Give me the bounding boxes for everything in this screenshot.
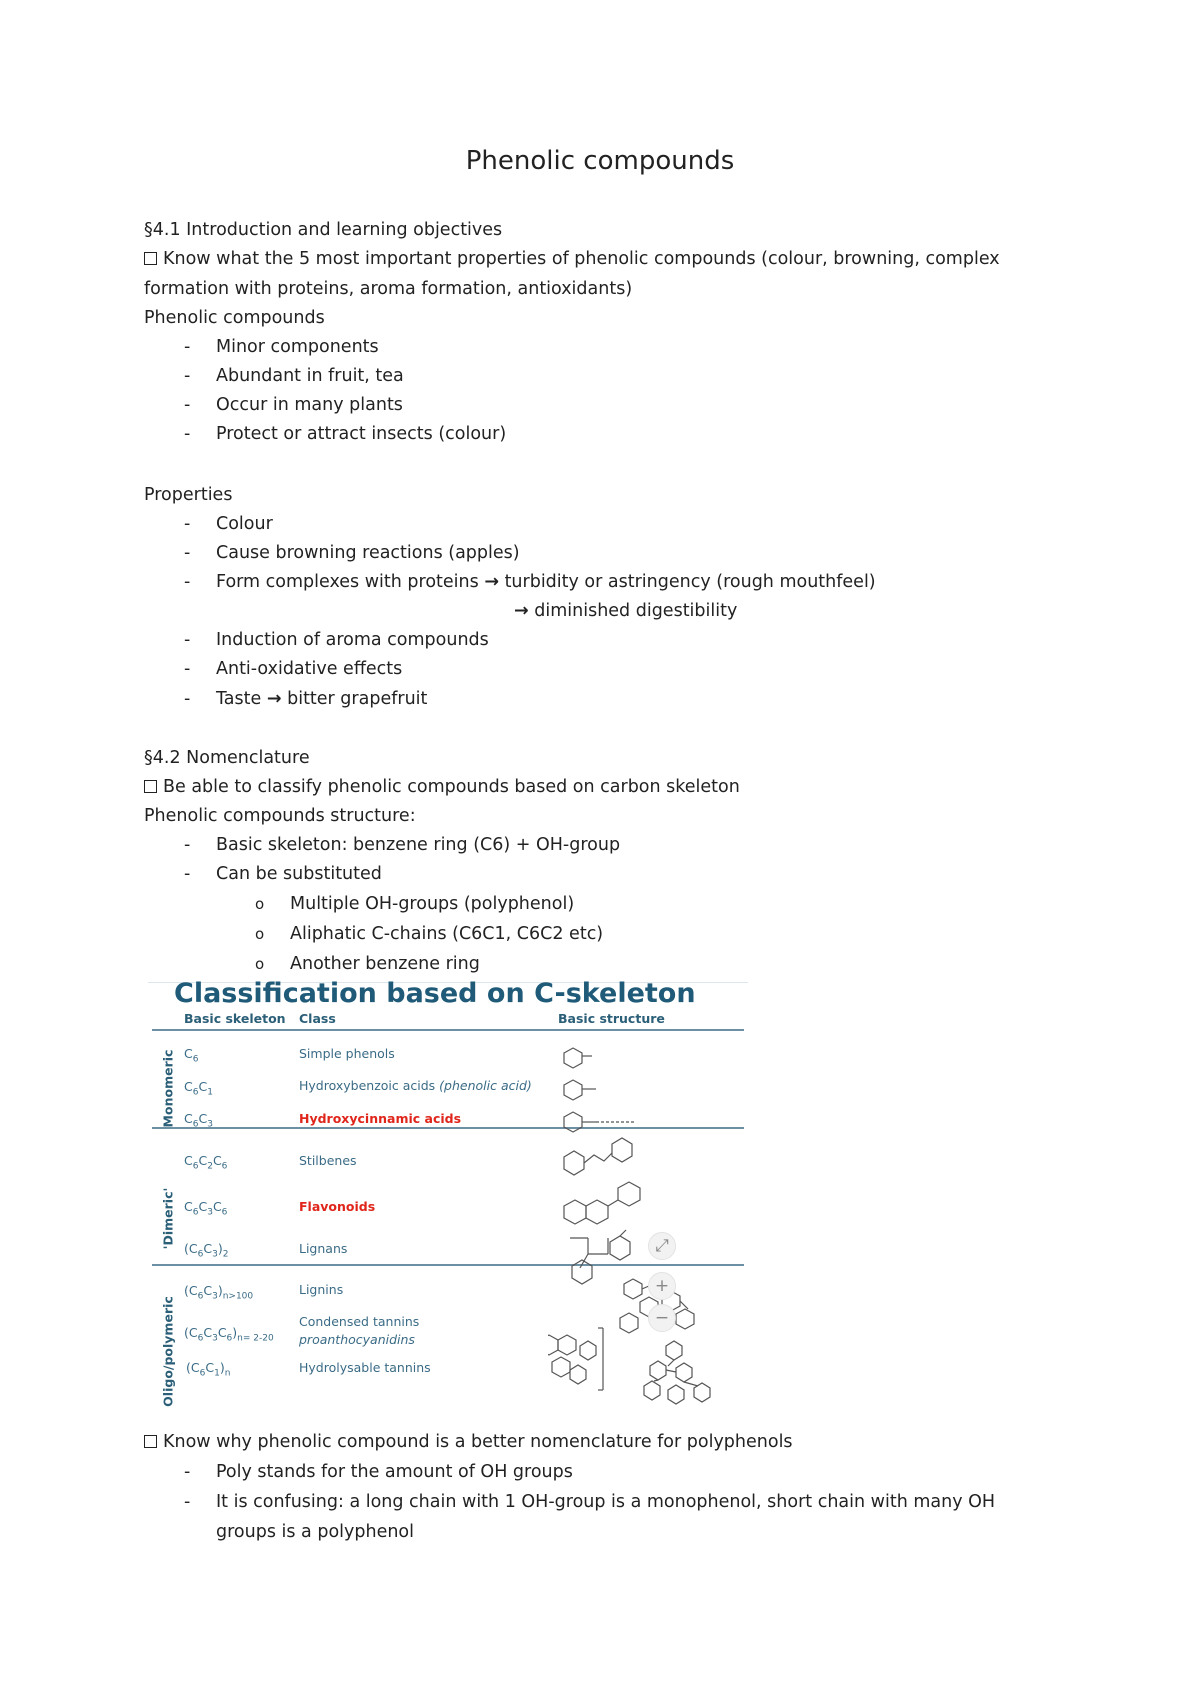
- learning-objective-1: [144, 247, 1000, 271]
- arrow-right-icon: →: [484, 572, 499, 592]
- class-simple-phenols: Simple phenols: [299, 1046, 395, 1061]
- benzene-ring-icon: [580, 1341, 596, 1360]
- list-item: [216, 687, 427, 711]
- benzene-ring-icon: [644, 1381, 660, 1400]
- list-item: Cause browning reactions (apples): [216, 543, 520, 563]
- list-item: Minor components: [216, 337, 379, 357]
- benzene-ring-icon: [668, 1385, 684, 1404]
- benzene-ring-icon: [624, 1279, 642, 1299]
- list-item: Induction of aroma compounds: [216, 630, 489, 650]
- benzene-ring-icon: [650, 1361, 666, 1380]
- benzene-ring-icon: [564, 1200, 586, 1224]
- section-4-2-heading: §4.2 Nomenclature: [144, 748, 310, 768]
- dash-bullet: -: [184, 1462, 191, 1482]
- list-item: Can be substituted: [216, 864, 382, 884]
- circle-bullet: o: [255, 895, 265, 913]
- skeleton-c6c3-2: $(C_6C_3)_2$: [184, 1241, 229, 1260]
- phenolic-compounds-heading: Phenolic compounds: [144, 308, 325, 328]
- skeleton-condensed: $(C_6C_3C_6)_{n= 2-20}$: [184, 1325, 274, 1344]
- dash-bullet: -: [184, 424, 191, 444]
- class-condensed-tannins: Condensed tannins: [299, 1314, 420, 1329]
- dash-bullet: -: [184, 659, 191, 679]
- class-hydrolysable-tannins: Hydrolysable tannins: [299, 1360, 431, 1375]
- benzene-ring-icon: [676, 1309, 694, 1329]
- benzene-ring-icon: [564, 1151, 584, 1175]
- list-item-continuation: [514, 599, 737, 623]
- dash-bullet: -: [184, 689, 191, 709]
- list-item: Abundant in fruit, tea: [216, 366, 404, 386]
- class-note: proanthocyanidins: [299, 1332, 415, 1347]
- dash-bullet: -: [184, 337, 191, 357]
- class-lignins: Lignins: [299, 1282, 344, 1297]
- list-item: Colour: [216, 514, 273, 534]
- pyran-ring-icon: [558, 1335, 576, 1355]
- checkbox-icon[interactable]: [144, 1435, 157, 1448]
- header-basic-structure: Basic structure: [558, 1011, 665, 1026]
- skeleton-c6c3c6: $C_6C_3C_6$: [184, 1199, 228, 1218]
- objective-text: Be able to classify phenolic compounds based on carbon skeleton: [163, 777, 740, 797]
- benzene-ring-icon: [564, 1112, 582, 1132]
- dash-bullet: -: [184, 543, 191, 563]
- sub-list-item: Aliphatic C-chains (C6C1, C6C2 etc): [290, 924, 604, 944]
- classification-figure: [148, 978, 748, 1420]
- arrow-right-icon: →: [266, 689, 282, 709]
- list-item: Occur in many plants: [216, 395, 403, 415]
- list-item-text: bitter grapefruit: [287, 689, 428, 709]
- circle-bullet: o: [255, 955, 265, 973]
- dash-bullet: -: [184, 864, 191, 884]
- list-item-text: turbidity or astringency (rough mouthfeel): [504, 572, 876, 592]
- class-text: Hydroxybenzoic acids: [299, 1078, 436, 1093]
- benzene-ring-icon: [666, 1341, 682, 1360]
- class-note: (phenolic acid): [439, 1078, 532, 1093]
- benzene-ring-icon: [612, 1138, 632, 1162]
- learning-objective-1-cont: formation with proteins, aroma formation, antioxidants): [144, 279, 633, 299]
- page-title: Phenolic compounds: [465, 146, 735, 176]
- skeleton-c6c2c6: $C_6C_2C_6$: [184, 1153, 228, 1172]
- section-4-1-heading: §4.1 Introduction and learning objectives: [144, 220, 503, 240]
- learning-objective-3: [144, 1430, 793, 1454]
- circle-bullet: o: [255, 925, 265, 943]
- zoom-in-icon[interactable]: +: [648, 1272, 676, 1300]
- dash-bullet: -: [184, 366, 191, 386]
- zoom-out-icon[interactable]: −: [648, 1304, 676, 1332]
- list-item: [216, 570, 876, 594]
- class-proanthocyanidins: [299, 1332, 415, 1347]
- sub-list-item: Multiple OH-groups (polyphenol): [290, 894, 575, 914]
- list-item-continuation: groups is a polyphenol: [216, 1522, 414, 1542]
- dash-bullet: -: [184, 835, 191, 855]
- benzene-ring-icon: [564, 1048, 582, 1068]
- skeleton-c6: $C_6$: [184, 1046, 199, 1065]
- benzene-ring-icon: [676, 1363, 692, 1382]
- list-item: Protect or attract insects (colour): [216, 424, 507, 444]
- class-lignans: Lignans: [299, 1241, 348, 1256]
- benzene-ring-icon: [620, 1313, 638, 1333]
- skeleton-lignin: $(C_6C_3)_{n>100}$: [184, 1283, 254, 1302]
- list-item: Anti-oxidative effects: [216, 659, 403, 679]
- figure-title: Classification based on C-skeleton: [174, 978, 696, 1009]
- objective-text: Know what the 5 most important properties of phenolic compounds (colour, browning, complex: [163, 249, 1000, 269]
- properties-heading: Properties: [144, 485, 233, 505]
- benzene-ring-icon: [564, 1080, 582, 1100]
- skeleton-hydrolysable: $(C_6C_1)_n$: [186, 1360, 231, 1379]
- benzene-ring-icon: [570, 1365, 586, 1384]
- sub-list-item: Another benzene ring: [290, 954, 480, 974]
- group-label-monomeric: Monomeric: [160, 1049, 176, 1128]
- list-item: It is confusing: a long chain with 1 OH-group is a monophenol, short chain with many OH: [216, 1492, 996, 1512]
- arrow-right-icon: →: [514, 601, 529, 621]
- structure-heading: Phenolic compounds structure:: [144, 806, 416, 826]
- group-label-dimeric: 'Dimeric': [160, 1187, 176, 1250]
- group-label-oligo-polymeric: Oligo/polymeric: [160, 1296, 176, 1407]
- dash-bullet: -: [184, 630, 191, 650]
- dash-bullet: -: [184, 514, 191, 534]
- learning-objective-2: [144, 775, 740, 799]
- structures-drawing: [548, 1034, 748, 1420]
- skeleton-c6c1: $C_6C_1$: [184, 1079, 213, 1098]
- list-item-text: diminished digestibility: [534, 601, 738, 621]
- list-item-text: Taste: [216, 689, 262, 709]
- list-item-text: Form complexes with proteins: [216, 572, 479, 592]
- class-hydroxybenzoic: [299, 1078, 532, 1093]
- class-hydroxycinnamic: Hydroxycinnamic acids: [299, 1111, 462, 1126]
- objective-text: Know why phenolic compound is a better nomenclature for polyphenols: [163, 1432, 793, 1452]
- zoom-fit-icon[interactable]: ⤢: [648, 1232, 676, 1260]
- header-class: Class: [299, 1011, 336, 1026]
- dash-bullet: -: [184, 395, 191, 415]
- list-item: Poly stands for the amount of OH groups: [216, 1462, 573, 1482]
- header-basic-skeleton: Basic skeleton: [184, 1011, 286, 1026]
- benzene-ring-icon: [552, 1357, 570, 1377]
- benzene-ring-icon: [548, 1335, 558, 1355]
- dash-bullet: -: [184, 572, 191, 592]
- benzene-ring-icon: [618, 1182, 640, 1206]
- checkbox-icon[interactable]: [144, 780, 157, 793]
- class-stilbenes: Stilbenes: [299, 1153, 357, 1168]
- checkbox-icon[interactable]: [144, 252, 157, 265]
- skeleton-c6c3: $C_6C_3$: [184, 1111, 213, 1130]
- header-rule: [152, 1029, 744, 1031]
- benzene-ring-icon: [610, 1236, 630, 1260]
- class-flavonoids: Flavonoids: [299, 1199, 376, 1214]
- dash-bullet: -: [184, 1492, 191, 1512]
- list-item: Basic skeleton: benzene ring (C6) + OH-group: [216, 835, 621, 855]
- pyran-ring-icon: [586, 1200, 608, 1224]
